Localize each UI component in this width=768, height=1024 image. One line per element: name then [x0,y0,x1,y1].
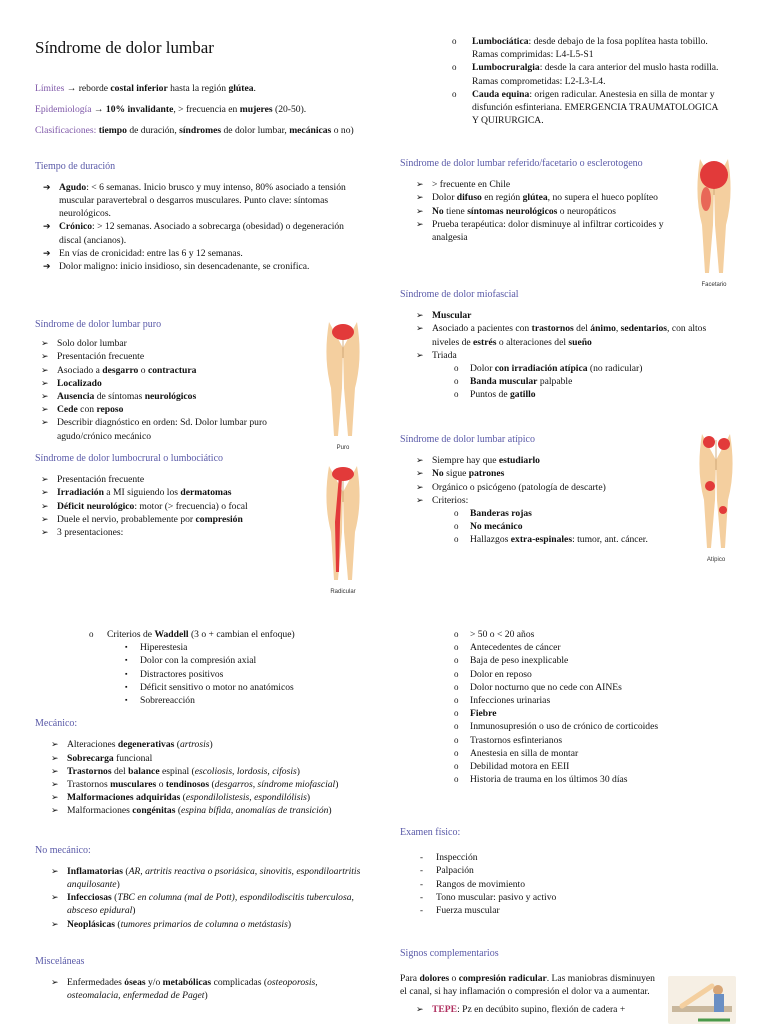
raised-leg [682,986,712,1006]
list-item [43,260,365,273]
lumbocrural-list [41,473,320,539]
list-item [400,707,730,720]
list-item [416,218,686,244]
signos-text: Para dolores o compresión radicular. Las maniobras disminuyen el canal, si hay inflamación o compresión el dolor va a aumentar. [400,973,655,998]
bullet-marker: ➢ [41,377,49,388]
list-item-text: Lumbociática: desde debajo de la fosa poplítea hasta tobillo. Ramas comprimidas: L4-L5-S1 [472,36,708,61]
bullet-marker: o [454,668,459,679]
list-item [51,778,365,791]
list-item [41,416,310,442]
list-item [41,500,320,513]
bullet-marker: o [454,642,459,653]
list-item [416,349,725,362]
legs-illustration [692,430,740,565]
figure-caption: Puro [336,445,350,451]
list-item-text: Dolor con irradiación atípica (no radicular) [470,363,643,375]
mecanico-heading: Mecánico: [35,718,78,730]
list-item-text: Orgánico o psicógeno (patología de descarte) [432,481,606,493]
bullet-marker: o [454,721,459,732]
list-item-text: Debilidad motora en EEII [470,761,570,773]
pain-spot [719,506,727,514]
atipico-section [400,433,690,547]
bullet-marker: ➢ [51,739,59,750]
bullet-marker: ➢ [41,474,49,485]
list-item [51,891,365,917]
list-item-text: Dolor maligno: inicio insidioso, sin desencadenante, se cronifica. [59,261,310,273]
bullet-marker: ➢ [51,892,59,903]
bullet-marker: ➢ [416,310,424,321]
bullet-marker: ➢ [41,487,49,498]
puro-heading: Síndrome de dolor lumbar puro [35,319,162,330]
bullet-marker: ➢ [51,805,59,816]
pain-spot [703,436,715,448]
list-item [400,668,730,681]
bullet-marker: ➢ [51,779,59,790]
list-item-text: Lumbocruralgia: desde la cara anterior del muslo hasta rodilla. Ramas comprometidas: L2-L3-L4. [472,62,719,87]
list-item-text: Banderas rojas [470,508,532,520]
list-item [400,641,730,654]
pain-spot [718,438,730,450]
bullet-marker: ➢ [416,323,424,334]
list-item-text: Muscular [432,310,472,322]
bullet-marker: o [454,363,459,374]
list-item-text: Distractores positivos [140,668,224,680]
list-item-text: Sobrereacción [140,695,195,707]
right-leg [716,434,733,548]
list-item [400,654,730,667]
list-item [400,507,690,520]
bullet-marker: o [454,695,459,706]
list-item-text: No mecánico [470,521,523,533]
list-item [400,734,730,747]
list-item [51,865,365,891]
list-item-text: Dolor con la compresión axial [140,655,257,667]
list-item [43,247,365,260]
waddell-criteria: Criterios de Waddell (3 o + cambian el enfoque) [107,629,295,640]
list-item [51,918,365,931]
bullet-marker: ▪ [125,682,128,691]
list-item [51,738,365,751]
examiner-head [713,985,723,995]
bullet-marker: ➢ [41,338,49,349]
list-item-text: Déficit sensitivo o motor no anatómicos [140,681,294,693]
list-item-text: Presentación frecuente [57,351,145,363]
mecanico-list [51,738,365,817]
examiner-body [714,994,724,1012]
list-item-text: Trastornos musculares o tendinosos (desgarros, síndrome miofascial) [67,779,339,791]
bullet-marker: ➢ [51,792,59,803]
list-item-text: Fiebre [470,708,497,720]
bullet-marker: o [454,508,459,519]
list-item [416,454,690,467]
list-item-text: Infecciosas (TBC en columna (mal de Pott), espondilodiscitis tuberculosa, absceso epidural) [67,892,354,917]
list-item-text: Prueba terapéutica: dolor disminuye al infiltrar corticoides y analgesia [432,218,664,244]
bullet-marker: - [420,891,423,902]
list-item-text: Puntos de gatillo [470,389,536,401]
signos-section [400,947,660,1016]
bullet-marker: ➢ [51,765,59,776]
list-item [452,88,722,128]
bullet-marker: o [454,747,459,758]
bullet-marker: ➢ [416,468,424,479]
list-item [452,61,722,87]
list-item [41,473,320,486]
list-item [416,309,725,322]
bullet-marker: ➢ [51,977,59,988]
figure-puro [320,318,366,453]
red-flags-list [400,628,730,786]
bullet-marker: - [420,905,423,916]
pain-area-lumbar [332,467,354,481]
list-item-text: Ausencia de síntomas neurológicos [57,391,197,403]
bullet-marker: ➢ [41,351,49,362]
list-item-text: Localizado [57,377,102,389]
list-item [35,668,365,681]
clasificaciones-line: Clasificaciones: tiempo de duración, síndromes de dolor lumbar, mecánicas o no) [35,125,354,137]
puro-section [35,318,310,443]
legs-illustration [320,462,366,597]
bullet-marker: ▪ [125,696,128,705]
list-item-text: Irradiación a MI siguiendo los dermatomas [57,487,232,499]
list-item [416,494,690,507]
figure-facetario [690,155,738,290]
list-item [416,481,690,494]
signos-heading: Signos complementarios [400,948,499,959]
figure-atipico [692,430,740,565]
bullet-marker: ➢ [51,752,59,763]
list-item [43,181,365,221]
bullet-marker: - [420,865,423,876]
list-item-text: Trastornos esfinterianos [470,734,563,746]
list-item [35,654,365,667]
bullet-marker: o [454,774,459,785]
list-item [400,520,690,533]
list-item-text: Rangos de movimiento [436,878,525,890]
list-item [400,720,730,733]
list-item-text: Baja de peso inexplicable [470,655,569,667]
miscelaneas-list [51,976,365,1002]
bullet-marker: ➢ [416,192,424,203]
list-item-text: Criterios: [432,494,469,506]
atipico-list [416,454,690,507]
list-item [400,694,730,707]
bullet-marker: ➢ [41,404,49,415]
bullet-marker: ➢ [416,179,424,190]
list-item-text: Anestesia en silla de montar [470,747,579,759]
list-item [400,891,730,904]
list-item [400,388,725,401]
bullet-marker: o [454,521,459,532]
bullet-marker: ▪ [125,643,128,652]
list-item [400,878,730,891]
list-item [41,350,310,363]
list-item-text: > 50 o < 20 años [470,629,535,640]
figure-tepe-maneuver [668,976,736,1024]
miofascial-sublist [400,362,725,402]
lumbocrural-section [35,452,320,539]
bullet-marker: ➢ [416,205,424,216]
list-item-text: Describir diagnóstico en orden: Sd. Dolor lumbar puro agudo/crónico mecánico [57,417,267,442]
list-item-text: Crónico: > 12 semanas. Asociado a sobrecarga (obesidad) o degeneración discal (ancianos). [59,221,344,246]
figure-radicular [320,462,366,597]
list-item [35,681,365,694]
nomecanico-list [51,865,365,931]
list-item [416,178,686,191]
tepe-item: TEPE: Pz en decúbito supino, flexión de cadera + [432,1003,626,1015]
bullet-marker: o [454,761,459,772]
bullet-marker: ➢ [416,218,424,229]
figure-caption: Facetario [701,282,727,288]
bullet-marker: ➢ [41,500,49,511]
list-item-text: Infecciones urinarias [470,695,551,707]
list-item-text: Presentación frecuente [57,474,145,486]
list-item [51,791,365,804]
left-leg [699,434,716,548]
list-item-text: Dolor difuso en región glútea, no supera el hueco poplíteo [432,192,658,204]
list-item-text: Neoplásicas (tumores primarios de columna o metástasis) [67,918,292,930]
epidemiologia-line: Epidemiología → 10% invalidante, > frecuencia en mujeres (20-50). [35,104,307,116]
figure-caption: Radicular [330,589,356,595]
examen-section [400,826,730,917]
examen-heading: Examen físico: [400,827,461,838]
bullet-marker: ➢ [41,417,49,428]
tiempo-list [43,181,365,273]
pain-spot [705,481,715,491]
miofascial-heading: Síndrome de dolor miofascial [400,289,519,300]
bullet-marker: ▪ [125,656,128,665]
bullet-marker: ➔ [43,181,51,192]
bullet-marker: o [454,734,459,745]
pain-area-thigh [701,187,711,211]
list-item-text: Banda muscular palpable [470,376,573,388]
list-item-text: Palpación [436,865,474,877]
bullet-marker: ➔ [43,247,51,258]
signos-list: ➢ TEPE: Pz en decúbito supino, flexión de cadera + [416,1003,626,1015]
list-item [400,864,730,877]
bullet-marker: ➢ [41,527,49,538]
list-item [41,513,320,526]
waddell-list [35,641,365,707]
bullet-marker: ➢ [51,865,59,876]
miofascial-section [400,288,725,402]
atipico-sublist [400,507,690,547]
list-item [41,337,310,350]
list-item [416,322,725,348]
bullet-marker: o [452,62,457,73]
list-item [400,904,730,917]
bullet-marker: o [452,88,457,99]
list-item-text: Siempre hay que estudiarlo [432,455,540,467]
list-item-text: Malformaciones adquiridas (espondilolistesis, espondilólisis) [67,792,311,804]
list-item-text: Duele el nervio, probablemente por compresión [57,513,243,525]
pain-area-gluteal [700,161,728,189]
bullet-marker: ➔ [43,261,51,272]
list-item-text: > frecuente en Chile [432,179,511,191]
facetario-heading: Síndrome de dolor lumbar referido/facetario o esclerotogeno [400,158,643,169]
atipico-heading: Síndrome de dolor lumbar atípico [400,434,535,445]
miofascial-list [416,309,725,362]
list-item-text: Hiperestesia [140,642,188,654]
bullet-marker: ➢ [416,349,424,360]
list-item [416,205,686,218]
list-item-text: Cauda equina: origen radicular. Anestesia en silla de montar y disfunción esfinteriana. EMERGENCIA TRAUMATOLOGICA Y QUIRURGICA. [472,88,718,127]
list-item [41,390,310,403]
list-item-text: Asociado a desgarro o contractura [57,364,197,376]
bullet-marker: o [454,629,459,639]
list-item [400,773,730,786]
list-item [416,191,686,204]
list-item-text: 3 presentaciones: [57,527,124,539]
list-item [400,362,725,375]
page-title: Síndrome de dolor lumbar [35,38,214,57]
maneuver-illustration [668,976,736,1024]
waddell-block: o Criterios de Waddell (3 o + cambian el enfoque) [89,629,295,640]
list-item [400,747,730,760]
right-leg [343,466,360,580]
list-item [51,752,365,765]
list-item-text: Inmunosupresión o uso de crónico de corticoides [470,721,659,733]
list-item [35,641,365,654]
red-flags-section [400,628,730,786]
bullet-marker: ➢ [416,481,424,492]
list-item [41,526,320,539]
bullet-marker: o [454,534,459,545]
bullet-marker: o [454,708,459,719]
list-item-text: Dolor nocturno que no cede con AINEs [470,681,622,693]
list-item [400,760,730,773]
list-item-text: Cede con reposo [57,404,124,416]
miscelaneas-heading: Misceláneas [35,955,85,967]
right-top-section [452,35,722,127]
list-item [41,364,310,377]
list-item-text: Agudo: < 6 semanas. Inicio brusco y muy intenso, 80% asociado a tensión muscular paravertebral o desgarros musculares. Punto clave: síntomas neurológicos. [59,181,346,220]
facetario-list [416,178,686,244]
list-item-text: Malformaciones congénitas (espina bífida, anomalías de transición) [67,805,332,817]
list-item [400,628,730,641]
legs-illustration [690,155,738,290]
list-item [51,976,365,1002]
list-item [41,403,310,416]
list-item-text: Fuerza muscular [436,905,500,917]
list-item-text: Enfermedades óseas y/o metabólicas complicadas (osteoporosis, osteomalacia, enfermedad de Paget) [67,977,318,1002]
limites-line: Límites → reborde costal inferior hasta la región glútea. [35,83,256,94]
list-item-text: Sobrecarga funcional [67,752,153,764]
list-item [416,467,690,480]
bullet-marker: - [420,852,423,863]
list-item [43,220,365,246]
list-item-text: Déficit neurológico: motor (> frecuencia) o focal [57,500,248,512]
tiempo-heading: Tiempo de duración [35,160,116,172]
bullet-marker: ➢ [416,455,424,466]
legs-illustration [320,318,366,453]
bullet-marker: ➢ [416,494,424,505]
bullet-marker: o [454,389,459,400]
list-item-text: Trastornos del balance espinal (escoliosis, lordosis, cifosis) [67,765,300,777]
presentaciones-list [452,35,722,127]
bullet-marker: ▪ [125,669,128,678]
figure-caption: Atípico [706,557,726,563]
list-item-text: Dolor en reposo [470,668,532,680]
list-item [400,851,730,864]
left-column [35,38,365,273]
list-item [41,377,310,390]
list-item [400,681,730,694]
puro-list [41,337,310,443]
facetario-section [400,157,705,244]
list-item-text: En vías de cronicidad: entre las 6 y 12 semanas. [59,247,243,259]
lumbocrural-heading: Síndrome de dolor lumbocrural o lumbociático [35,453,224,464]
bullet-marker: o [454,655,459,666]
list-item-text: Tono muscular: pasivo y activo [436,891,557,903]
list-item [400,375,725,388]
list-item-text: Alteraciones degenerativas (artrosis) [67,739,213,751]
list-item [35,694,365,707]
list-item-text: Solo dolor lumbar [57,338,127,350]
list-item [51,804,365,817]
left-column-lower [35,628,365,1002]
bullet-marker: o [454,376,459,387]
bullet-marker: o [452,36,457,46]
list-item-text: Historia de trauma en los últimos 30 días [470,774,628,786]
nomecanico-heading: No mecánico: [35,844,91,856]
list-item-text: Hallazgos extra-espinales: tumor, ant. cáncer. [470,534,648,546]
list-item [400,533,690,546]
list-item [452,35,722,61]
list-item-text: Antecedentes de cáncer [470,642,561,654]
examen-list [400,851,730,917]
list-item [41,486,320,499]
list-item-text: No tiene síntomas neurológicos o neuropáticos [432,205,616,217]
bullet-marker: ➢ [41,364,49,375]
bullet-marker: ➢ [41,513,49,524]
list-item-text: No sigue patrones [432,468,505,480]
bullet-marker: ➢ [41,391,49,402]
list-item-text: Inflamatorias (AR, artritis reactiva o psoriásica, sinovitis, espondiloartritis anquilosante) [67,865,361,891]
list-item-text: Triada [432,349,457,361]
bullet-marker: ➢ [51,918,59,929]
bullet-marker: ➔ [43,221,51,232]
list-item [51,765,365,778]
bullet-marker: o [454,681,459,692]
pain-area-lumbar [332,324,354,340]
bullet-marker: - [420,878,423,889]
list-item-text: Asociado a pacientes con trastornos del ánimo, sedentarios, con altos niveles de estrés o alteraciones del sueño [432,323,707,348]
list-item-text: Inspección [436,852,478,864]
